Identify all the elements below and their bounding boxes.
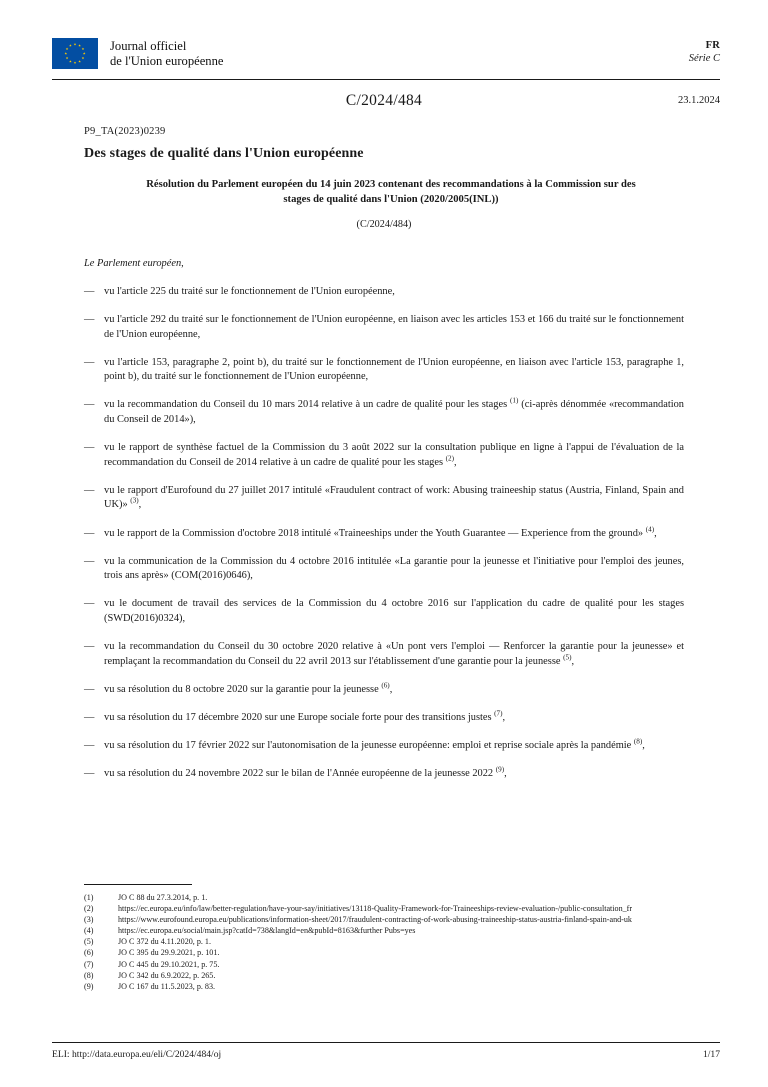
clause-dash: — [84, 484, 95, 496]
clause-item [84, 739, 684, 754]
clause-text-post: , [138, 499, 142, 511]
clause-dash: — [84, 767, 95, 779]
footnote-text[interactable]: JO C 445 du 29.10.2021, p. 75. [118, 959, 220, 969]
footnote-marker: (9) [84, 981, 94, 991]
masthead-left [52, 38, 223, 69]
footnote-item [84, 960, 720, 971]
journal-title-line2: de l'Union européenne [110, 54, 224, 68]
footnote-item [84, 982, 720, 993]
footnote-marker: (5) [84, 937, 94, 947]
clause-text-pre: vu la recommandation du Conseil du 10 mars 2014 relative à un cadre de qualité pour les stages [104, 399, 511, 411]
clause-text: vu la communication de la Commission du 4 octobre 2016 intitulée «La garantie pour la jeunesse et l'initiative pour l'emploi des jeunes, trois ans après» (COM(2016)0646), [104, 555, 684, 582]
clause-text [104, 767, 684, 782]
footer-divider [52, 1042, 720, 1043]
footnote-text[interactable]: https://ec.europa.eu/info/law/better-regulation/have-your-say/initiatives/13118-Quality-Framework-for-Traineeships-review-evaluation-/public-consultation_fr [118, 904, 633, 914]
footnote-ref[interactable]: (9) [495, 765, 505, 774]
clause-item [84, 597, 684, 626]
document-body [84, 258, 684, 795]
clause-text [104, 711, 684, 726]
footnote-item [84, 971, 720, 982]
clause-dash: — [84, 555, 95, 567]
document-subtitle [84, 178, 698, 207]
clause-text-post: , [571, 655, 575, 667]
clause-text-post: , [502, 711, 506, 723]
clause-text [104, 640, 684, 669]
clause-item [84, 683, 684, 698]
clause-text [104, 398, 684, 427]
footnote-text[interactable]: JO C 395 du 29.9.2021, p. 101. [118, 948, 220, 958]
series-label: Série C [688, 53, 720, 64]
footnote-ref[interactable]: (7) [494, 709, 503, 718]
footnote-marker: (6) [84, 948, 94, 958]
language-code: FR [705, 40, 720, 51]
footnote-ref[interactable]: (5) [563, 653, 572, 662]
clause-text-pre: vu la recommandation du Conseil du 30 octobre 2020 relative à «Un pont vers l'emploi — Renforcer la garantie pour la jeunesse» et remplaçant la recommandation du Conseil du 22 avril 2013 sur l'établissement d'une garantie pour la jeunesse [104, 641, 684, 667]
clause-text-post: (ci-après dénommée «recommandation du Conseil de 2014»), [104, 399, 684, 426]
clause-text: vu l'article 153, paragraphe 2, point b), du traité sur le fonctionnement de l'Union européenne, en liaison avec l'article 153, paragraphe 1, point b), du traité sur le fonctionnement de l'Union européenne, [104, 356, 684, 383]
footnote-marker: (8) [84, 970, 94, 980]
clause-text: vu le document de travail des services de la Commission du 4 octobre 2016 sur l'application du cadre de qualité pour les stages (SWD(2016)0324), [104, 598, 684, 624]
footnote-marker: (3) [84, 915, 94, 925]
clause-dash: — [84, 286, 95, 297]
clause-text-post: , [454, 456, 457, 468]
clause-item [84, 285, 684, 300]
publication-date: 23.1.2024 [678, 95, 720, 106]
clause-item [84, 527, 684, 542]
footnote-divider [84, 884, 192, 885]
clause-item [84, 555, 684, 584]
footnote-item [84, 893, 720, 904]
journal-title-line1: Journal officiel [110, 39, 187, 53]
clause-dash: — [84, 598, 95, 610]
footnote-ref[interactable]: (6) [381, 681, 390, 690]
clause-text-pre: vu le rapport d'Eurofound du 27 juillet 2017 intitulé «Fraudulent contract of work: Abusing traineeship status (Austria, Finland, Spain and UK)» [104, 484, 684, 511]
clause-text-pre: vu sa résolution du 17 février 2022 sur l'autonomisation de la jeunesse européenne: emploi et reprise sociale après la pandémie [104, 739, 634, 751]
body-lead: Le Parlement européen, [84, 258, 184, 269]
page-title: Des stages de qualité dans l'Union européenne [84, 146, 364, 161]
clause-text-pre: vu sa résolution du 24 novembre 2022 sur le bilan de l'Année européenne de la jeunesse 2022 [104, 767, 496, 779]
clause-dash: — [84, 711, 95, 723]
clause-item [84, 313, 684, 342]
footnote-marker: (2) [84, 904, 94, 914]
eu-flag-icon [52, 38, 98, 69]
clause-dash: — [84, 739, 95, 751]
masthead-right [689, 38, 720, 65]
clause-text [104, 683, 684, 698]
clause-text: vu l'article 225 du traité sur le fonctionnement de l'Union européenne, [104, 286, 395, 297]
footnote-item [84, 948, 720, 959]
footnote-ref[interactable]: (2) [445, 454, 455, 463]
page-number: 1/17 [702, 1049, 720, 1060]
footnote-list [84, 893, 720, 993]
footnote-text[interactable]: https://ec.europa.eu/social/main.jsp?catId=738&langId=en&pubId=8163&further Pubs=yes [118, 926, 416, 936]
footnote-ref[interactable]: (8) [633, 737, 643, 746]
clause-text-post: , [642, 739, 645, 751]
clause-dash: — [84, 356, 95, 368]
clause-item [84, 711, 684, 726]
clause-list [84, 285, 684, 782]
footnote-text[interactable]: JO C 372 du 4.11.2020, p. 1. [118, 937, 212, 947]
footnote-text[interactable]: https://www.eurofound.europa.eu/publications/information-sheet/2017/fraudulent-contracting-of-work-abusing-traineeship-status-austria-finland-spain-and-uk [118, 915, 632, 925]
footnote-text[interactable]: JO C 88 du 27.3.2014, p. 1. [118, 893, 208, 902]
clause-text: vu l'article 292 du traité sur le fonctionnement de l'Union européenne, en liaison avec les articles 153 et 166 du traité sur le fonctionnement de l'Union européenne, [104, 314, 684, 340]
clause-item [84, 767, 684, 782]
clause-item [84, 640, 684, 669]
eli-link[interactable]: ELI: http://data.europa.eu/eli/C/2024/484/oj [52, 1049, 222, 1060]
footnote-marker: (1) [84, 893, 94, 902]
footnote-text[interactable]: JO C 342 du 6.9.2022, p. 265. [118, 970, 216, 980]
footnote-item [84, 904, 720, 915]
clause-text [104, 739, 684, 754]
document-code: (C/2024/484) [356, 219, 412, 230]
clause-text-post: , [654, 527, 657, 539]
footnote-ref[interactable]: (4) [645, 525, 655, 534]
clause-dash: — [84, 314, 95, 326]
clause-text-post: , [389, 683, 393, 695]
clause-dash: — [84, 527, 95, 539]
document-reference: P9_TA(2023)0239 [84, 126, 166, 137]
clause-dash: — [84, 641, 95, 652]
clause-text-post: , [504, 767, 507, 779]
footnote-text[interactable]: JO C 167 du 11.5.2023, p. 83. [118, 981, 216, 991]
clause-text-pre: vu sa résolution du 17 décembre 2020 sur une Europe sociale forte pour des transitions justes [104, 711, 495, 723]
clause-text-pre: vu le rapport de la Commission d'octobre 2018 intitulé «Traineeships under the Youth Guarantee — Experience from the ground» [104, 527, 646, 539]
footnote-ref[interactable]: (1) [510, 397, 519, 405]
clause-dash: — [84, 399, 95, 411]
masthead-title [110, 38, 223, 69]
clause-text [104, 527, 684, 542]
clause-text-pre: vu le rapport de synthèse factuel de la Commission du 3 août 2022 sur la consultation publique en ligne à l'appui de l'évaluation de la recommandation du Conseil de 2014 relative à un cadre de qualité pour les stages [104, 442, 684, 468]
footnote-item [84, 926, 720, 937]
footnote-ref[interactable]: (3) [130, 496, 139, 505]
clause-item [84, 484, 684, 513]
header-divider [52, 79, 720, 80]
clause-dash: — [84, 683, 95, 695]
footnote-marker: (7) [84, 959, 94, 969]
footnote-item [84, 915, 720, 926]
clause-item [84, 356, 684, 385]
clause-item [84, 398, 684, 427]
document-number: C/2024/484 [345, 92, 423, 109]
clause-text [104, 484, 684, 513]
clause-text [104, 441, 684, 470]
footnote-marker: (4) [84, 926, 94, 936]
document-subtitle-line1: Résolution du Parlement européen du 14 juin 2023 contenant des recommandations à la Commission sur des [146, 179, 636, 190]
masthead [52, 38, 720, 74]
clause-text-pre: vu sa résolution du 8 octobre 2020 sur la garantie pour la jeunesse [104, 683, 382, 695]
document-subtitle-line2: stages de qualité dans l'Union (2020/2005(INL)) [283, 193, 499, 205]
clause-dash: — [84, 442, 95, 454]
footnote-item [84, 937, 720, 948]
clause-item [84, 441, 684, 470]
